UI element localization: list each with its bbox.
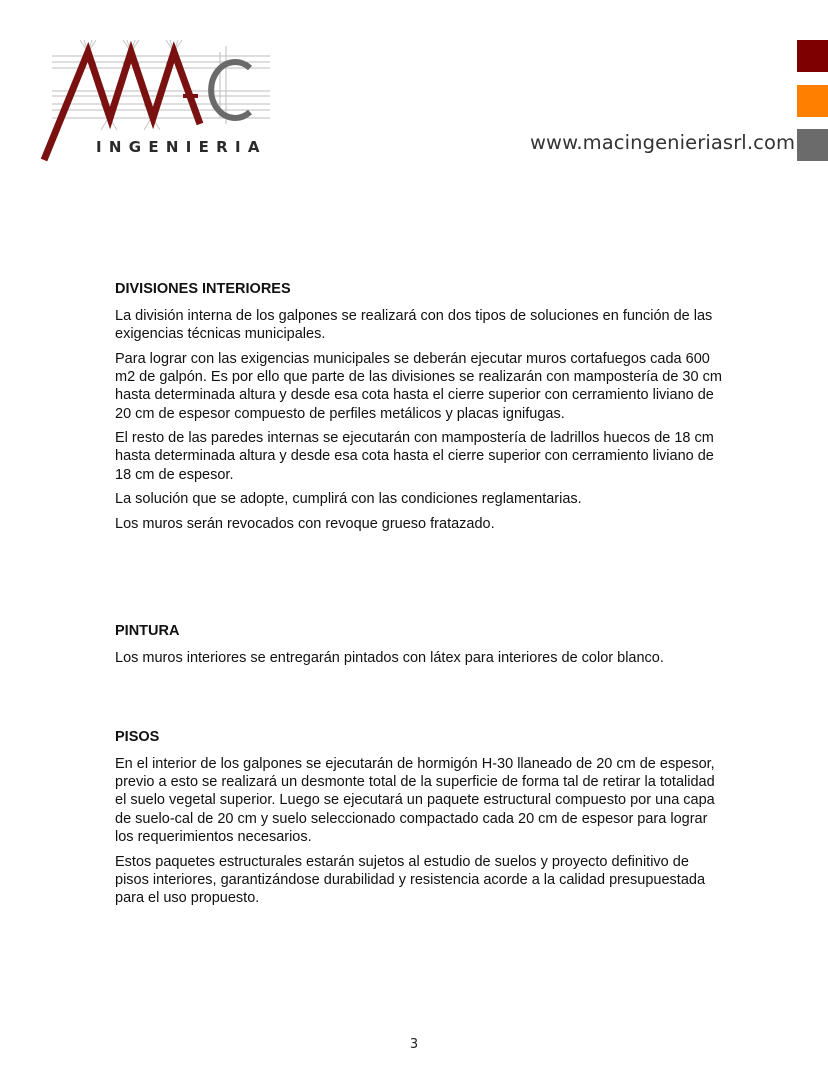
company-logo bbox=[38, 38, 278, 168]
brand-color-bar-orange bbox=[797, 85, 828, 117]
paragraph: Para lograr con las exigencias municipales se deberán ejecutar muros cortafuegos cada 600 m2 de galpón. Es por ello que parte de las divisiones se realizarán con mampostería de 30 cm hasta determinada altura y desde esa cota hasta el cierre superior con cerramiento liviano de 20 cm de espesor compuesto de perfiles metálicos y placas ignifugas. bbox=[115, 350, 722, 422]
section-title: DIVISIONES INTERIORES bbox=[115, 281, 291, 297]
brand-color-bar-red bbox=[797, 40, 828, 72]
mac-logo-icon bbox=[38, 38, 278, 168]
paragraph: Los muros interiores se entregarán pintados con látex para interiores de color blanco. bbox=[115, 650, 664, 666]
section-title: PISOS bbox=[115, 729, 160, 745]
paragraph: En el interior de los galpones se ejecutarán de hormigón H-30 llaneado de 20 cm de espesor, previo a esto se realizará un desmonte total de la superficie de forma tal de retirar la totalidad el suelo vegetal superior. Luego se ejecutará un paquete estructural compuesto por una capa de suelo-cal de 20 cm y suelo seleccionado compactado cada 20 cm de espesor para lograr los requerimientos necesarios. bbox=[115, 756, 715, 845]
logo-subtitle: INGENIERIA bbox=[96, 138, 267, 156]
section-title: PINTURA bbox=[115, 623, 180, 639]
brand-color-bar-gray bbox=[797, 129, 828, 161]
section-pisos bbox=[115, 728, 725, 914]
website-url[interactable]: www.macingenieriasrl.com bbox=[530, 131, 796, 154]
paragraph: Los muros serán revocados con revoque grueso fratazado. bbox=[115, 516, 495, 533]
paragraph: La solución que se adopte, cumplirá con las condiciones reglamentarias. bbox=[115, 491, 582, 508]
section-divisiones-interiores bbox=[115, 280, 725, 540]
paragraph: La división interna de los galpones se realizará con dos tipos de soluciones en función de las exigencias técnicas municipales. bbox=[115, 308, 713, 343]
section-pintura bbox=[115, 622, 725, 674]
paragraph: El resto de las paredes internas se ejecutarán con mampostería de ladrillos huecos de 18 cm hasta determinada altura y desde esa cota hasta el cierre superior con cerramiento liviano de 18 cm de espesor. bbox=[115, 430, 714, 483]
page-number: 3 bbox=[409, 1037, 419, 1052]
paragraph: Estos paquetes estructurales estarán sujetos al estudio de suelos y proyecto definitivo de pisos interiores, garantizándose durabilidad y resistencia acorde a la calidad presupuestada para el uso propuesto. bbox=[115, 853, 706, 906]
